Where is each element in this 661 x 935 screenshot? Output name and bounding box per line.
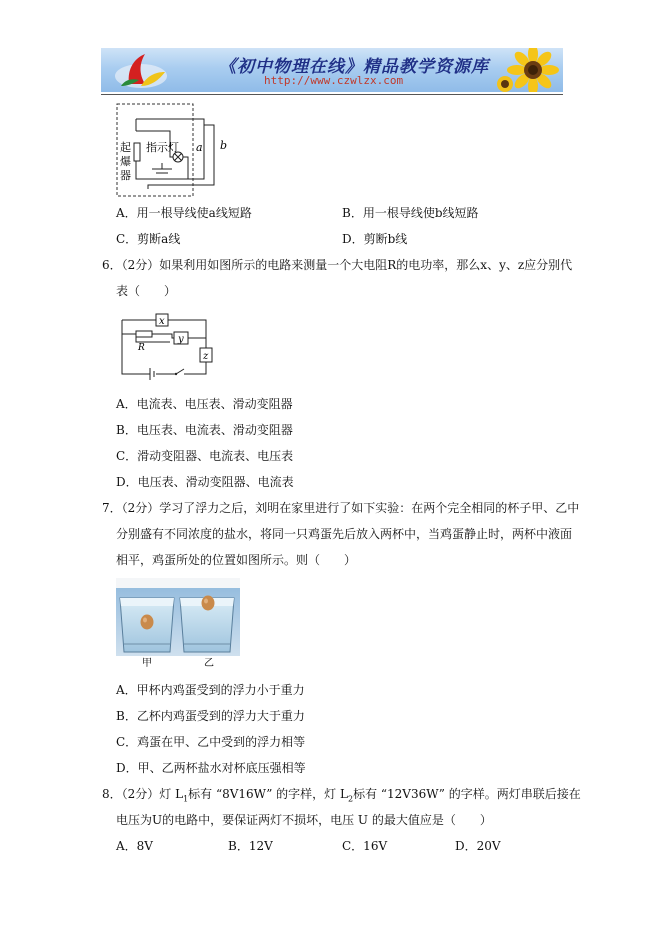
q7-option-a[interactable]: A．甲杯内鸡蛋受到的浮力小于重力 (116, 683, 305, 697)
q8-option-d[interactable]: D．20V (455, 839, 501, 853)
q8-stem-line2: 电压为U的电路中，要保证两灯不损坏，电压 U 的最大值应是（ ） (116, 813, 492, 827)
q5-circuit-diagram (116, 103, 242, 199)
q6-label-z: z (203, 351, 209, 362)
q6-label-y: y (178, 334, 184, 345)
q5-option-a[interactable]: A．用一根导线使a线短路 (116, 206, 252, 220)
q8-stem-pre: 8．（2分）灯 L (102, 787, 184, 801)
q7-label-cup2: 乙 (204, 658, 214, 668)
banner-url[interactable]: http://www.czwlzx.com (264, 74, 404, 87)
q7-egg-cups-photo (116, 578, 240, 668)
q8-stem-line1 (102, 787, 581, 806)
q5-option-b[interactable]: B．用一根导线使b线短路 (342, 206, 479, 220)
q6-circuit-diagram (116, 310, 216, 382)
header-banner (101, 48, 563, 92)
q6-option-d[interactable]: D．电压表、滑动变阻器、电流表 (116, 475, 294, 489)
q8-option-a[interactable]: A．8V (116, 839, 153, 853)
q5-label-qibaoqi-3: 器 (120, 169, 131, 182)
q7-label-cup1: 甲 (142, 658, 152, 668)
q5-label-lamp: 指示灯 (146, 141, 179, 154)
q6-option-a[interactable]: A．电流表、电压表、滑动变阻器 (116, 397, 293, 411)
q6-option-c[interactable]: C．滑动变阻器、电流表、电压表 (116, 449, 294, 463)
header-rule (101, 94, 563, 95)
q5-label-qibaoqi-1: 起 (120, 141, 131, 154)
banner-title: 《初中物理在线》精品教学资源库 (219, 57, 489, 77)
q5-label-a: a (196, 141, 203, 154)
sunflower-icon (493, 48, 563, 92)
q8-option-c[interactable]: C．16V (342, 839, 388, 853)
q8-stem-mid: 标有 “8V16W” 的字样，灯 L (188, 787, 348, 801)
q7-stem-line3: 相平，鸡蛋所处的位置如图所示。则（ ） (116, 553, 357, 567)
q7-option-c[interactable]: C．鸡蛋在甲、乙中受到的浮力相等 (116, 735, 306, 749)
q5-option-c[interactable]: C．剪断a线 (116, 232, 181, 246)
q6-stem-line1: 6．（2分）如果利用如图所示的电路来测量一个大电阻R的电功率，那么x、y、z应分别代 (102, 258, 573, 272)
q7-option-d[interactable]: D．甲、乙两杯盐水对杯底压强相等 (116, 761, 306, 775)
q6-label-r: R (138, 343, 145, 353)
q6-stem-line2: 表（ ） (116, 284, 177, 298)
q8-sub1: 1 (183, 794, 189, 804)
q8-stem-post: 标有 “12V36W” 的字样。两灯串联后接在 (353, 787, 581, 801)
q6-option-b[interactable]: B．电压表、电流表、滑动变阻器 (116, 423, 293, 437)
logo-icon (111, 50, 171, 90)
q7-stem-line2: 分别盛有不同浓度的盐水，将同一只鸡蛋先后放入两杯中，当鸡蛋静止时，两杯中液面 (116, 527, 573, 541)
q5-label-b: b (220, 139, 228, 152)
q7-stem-line1: 7．（2分）学习了浮力之后，刘明在家里进行了如下实验：在两个完全相同的杯子甲、乙中 (102, 501, 580, 515)
q8-sub2: 2 (347, 794, 354, 804)
q6-label-x: x (159, 316, 165, 327)
q5-label-qibaoqi-2: 爆 (120, 155, 131, 168)
q8-option-b[interactable]: B．12V (228, 839, 273, 853)
q7-option-b[interactable]: B．乙杯内鸡蛋受到的浮力大于重力 (116, 709, 305, 723)
q5-option-d[interactable]: D．剪断b线 (342, 232, 408, 246)
